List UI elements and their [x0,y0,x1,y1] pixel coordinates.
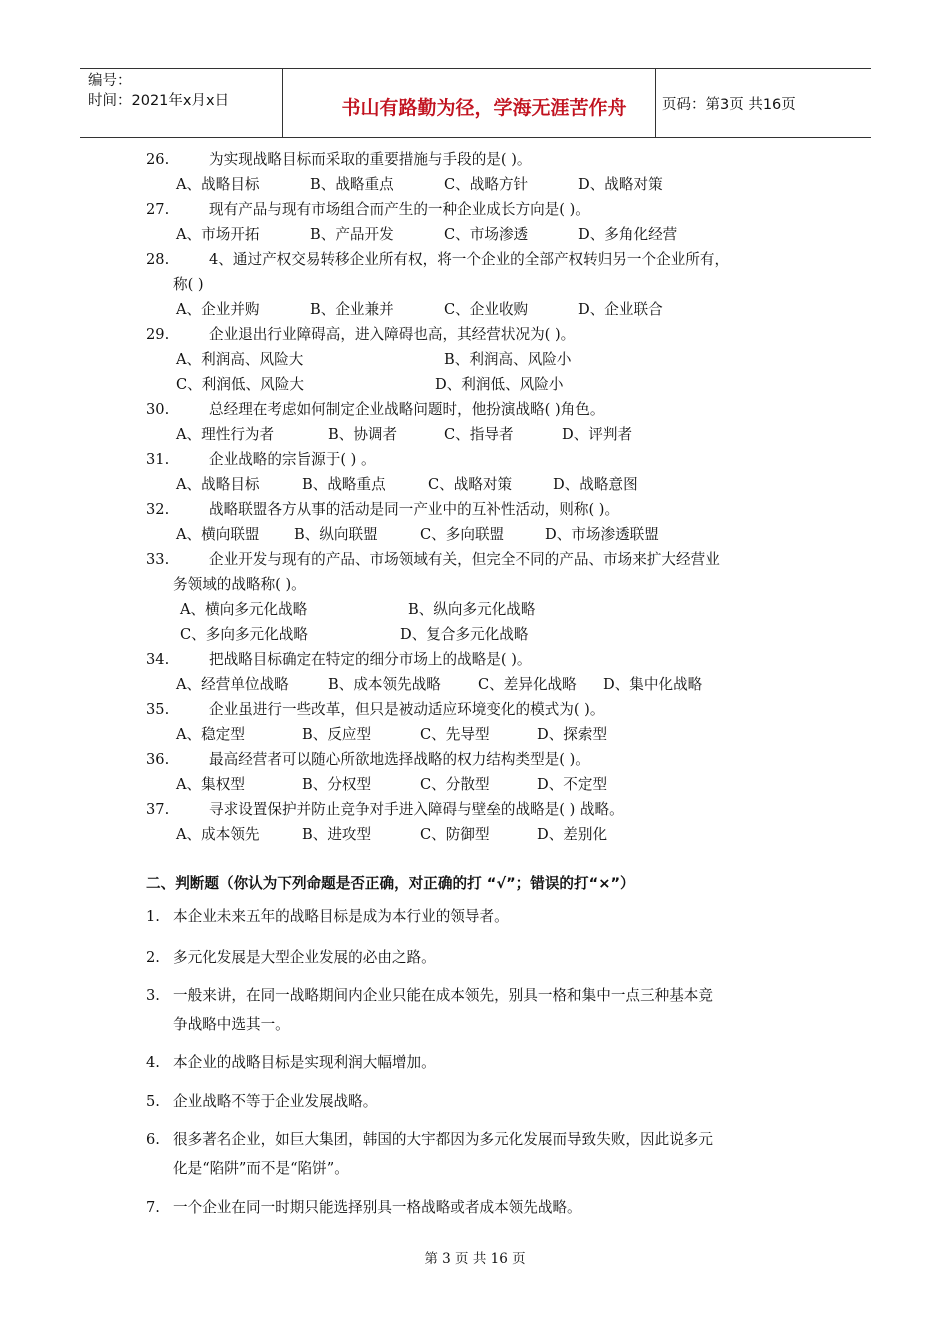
answer-option: A、经营单位战略 [176,676,289,693]
answer-option: B、纵向多元化战略 [408,601,536,618]
question-number: 32. [146,501,170,518]
answer-option: A、横向多元化战略 [180,601,308,618]
answer-option: A、成本领先 [176,826,260,843]
page-header [80,68,871,138]
answer-option: C、多向联盟 [420,526,505,543]
answer-option: C、利润低、风险大 [176,376,304,393]
question-text: 战略联盟各方从事的活动是同一产业中的互补性活动，则称( )。 [209,501,620,518]
answer-option: C、指导者 [444,426,514,443]
item-number: 4. [146,1054,160,1071]
question-text: 现有产品与现有市场组合而产生的一种企业成长方向是( )。 [209,201,590,218]
answer-option: C、防御型 [420,826,490,843]
answer-option: C、战略对策 [428,476,513,493]
header-meta [88,71,229,111]
item-text: 本企业的战略目标是实现利润大幅增加。 [173,1054,436,1071]
question-number: 29. [146,326,170,343]
question-number: 35. [146,701,170,718]
answer-option: B、利润高、风险小 [444,351,572,368]
item-number: 2. [146,949,160,966]
question-number: 34. [146,651,170,668]
answer-option: A、战略目标 [176,176,260,193]
item-text-continued: 化是“陷阱”而不是“陷饼”。 [173,1160,349,1177]
answer-option: D、评判者 [562,426,633,443]
answer-option: B、成本领先战略 [328,676,441,693]
question-text: 寻求设置保护并防止竞争对手进入障碍与壁垒的战略是( ) 战略。 [209,801,624,818]
serial-label: 编号： [88,73,132,89]
item-text: 很多著名企业，如巨大集团，韩国的大宇都因为多元化发展而导致失败，因此说多元 [173,1131,713,1148]
question-text: 企业退出行业障碍高，进入障碍也高，其经营状况为( )。 [209,326,576,343]
header-motto: 书山有路勤为径，学海无涯苦作舟 [341,97,627,119]
answer-option: D、战略对策 [578,176,663,193]
answer-option: D、探索型 [537,726,608,743]
answer-option: A、理性行为者 [176,426,275,443]
answer-option: B、分权型 [302,776,372,793]
question-number: 31. [146,451,170,468]
answer-option: D、市场渗透联盟 [545,526,659,543]
question-number: 33. [146,551,170,568]
answer-option: C、市场渗透 [444,226,529,243]
answer-option: D、不定型 [537,776,608,793]
header-page-info: 页码：第3页 共16页 [662,97,796,113]
answer-option: C、战略方针 [444,176,529,193]
question-number: 37. [146,801,170,818]
question-text-continued: 务领域的战略称( )。 [173,576,306,593]
answer-option: A、稳定型 [176,726,245,743]
item-text-continued: 争战略中选其一。 [173,1016,290,1033]
answer-option: D、战略意图 [553,476,638,493]
answer-option: C、差异化战略 [478,676,577,693]
answer-option: A、横向联盟 [176,526,260,543]
item-text: 一般来讲，在同一战略期间内企业只能在成本领先，别具一格和集中一点三种基本竞 [173,987,713,1004]
question-text: 企业开发与现有的产品、市场领域有关，但完全不同的产品、市场来扩大经营业 [209,551,720,568]
question-number: 26. [146,151,170,168]
item-number: 1. [146,908,160,925]
page-footer: 第 3 页 共 16 页 [424,1251,526,1267]
item-text: 多元化发展是大型企业发展的必由之路。 [173,949,436,966]
answer-option: B、企业兼并 [310,301,394,318]
answer-option: B、协调者 [328,426,398,443]
answer-option: D、集中化战略 [603,676,703,693]
header-divider [282,69,283,137]
question-text: 为实现战略目标而采取的重要措施与手段的是( )。 [209,151,532,168]
question-text-continued: 称( ) [173,276,204,293]
item-number: 7. [146,1199,160,1216]
question-number: 36. [146,751,170,768]
answer-option: D、企业联合 [578,301,663,318]
item-text: 一个企业在同一时期只能选择别具一格战略或者成本领先战略。 [173,1199,582,1216]
answer-option: A、战略目标 [176,476,260,493]
question-text: 企业战略的宗旨源于( ) 。 [209,451,376,468]
question-text: 总经理在考虑如何制定企业战略问题时，他扮演战略( )角色。 [209,401,605,418]
answer-option: A、集权型 [176,776,245,793]
item-number: 5. [146,1093,160,1110]
answer-option: C、多向多元化战略 [180,626,308,643]
answer-option: C、分散型 [420,776,490,793]
question-text: 把战略目标确定在特定的细分市场上的战略是( )。 [209,651,532,668]
question-text: 企业虽进行一些改革，但只是被动适应环境变化的模式为( )。 [209,701,605,718]
answer-option: C、先导型 [420,726,490,743]
time-label: 时间：2021年x月x日 [88,93,230,109]
answer-option: B、纵向联盟 [294,526,378,543]
answer-option: D、利润低、风险小 [435,376,564,393]
answer-option: A、利润高、风险大 [176,351,304,368]
item-number: 6. [146,1131,160,1148]
item-number: 3. [146,987,160,1004]
answer-option: A、市场开拓 [176,226,260,243]
answer-option: B、战略重点 [310,176,394,193]
answer-option: C、企业收购 [444,301,529,318]
answer-option: B、产品开发 [310,226,394,243]
answer-option: B、战略重点 [302,476,386,493]
section-title: 二、判断题（你认为下列命题是否正确，对正确的打 “√”；错误的打“×”） [146,875,635,892]
answer-option: D、多角化经营 [578,226,678,243]
item-text: 本企业未来五年的战略目标是成为本行业的领导者。 [173,908,509,925]
answer-option: B、进攻型 [302,826,372,843]
answer-option: B、反应型 [302,726,372,743]
question-number: 27. [146,201,170,218]
answer-option: D、差别化 [537,826,608,843]
question-text: 最高经营者可以随心所欲地选择战略的权力结构类型是( )。 [209,751,590,768]
answer-option: A、企业并购 [176,301,260,318]
question-number: 30. [146,401,170,418]
question-number: 28. [146,251,170,268]
item-text: 企业战略不等于企业发展战略。 [173,1093,378,1110]
answer-option: D、复合多元化战略 [400,626,529,643]
question-text: 4、通过产权交易转移企业所有权，将一个企业的全部产权转归另一个企业所有， [209,251,730,268]
